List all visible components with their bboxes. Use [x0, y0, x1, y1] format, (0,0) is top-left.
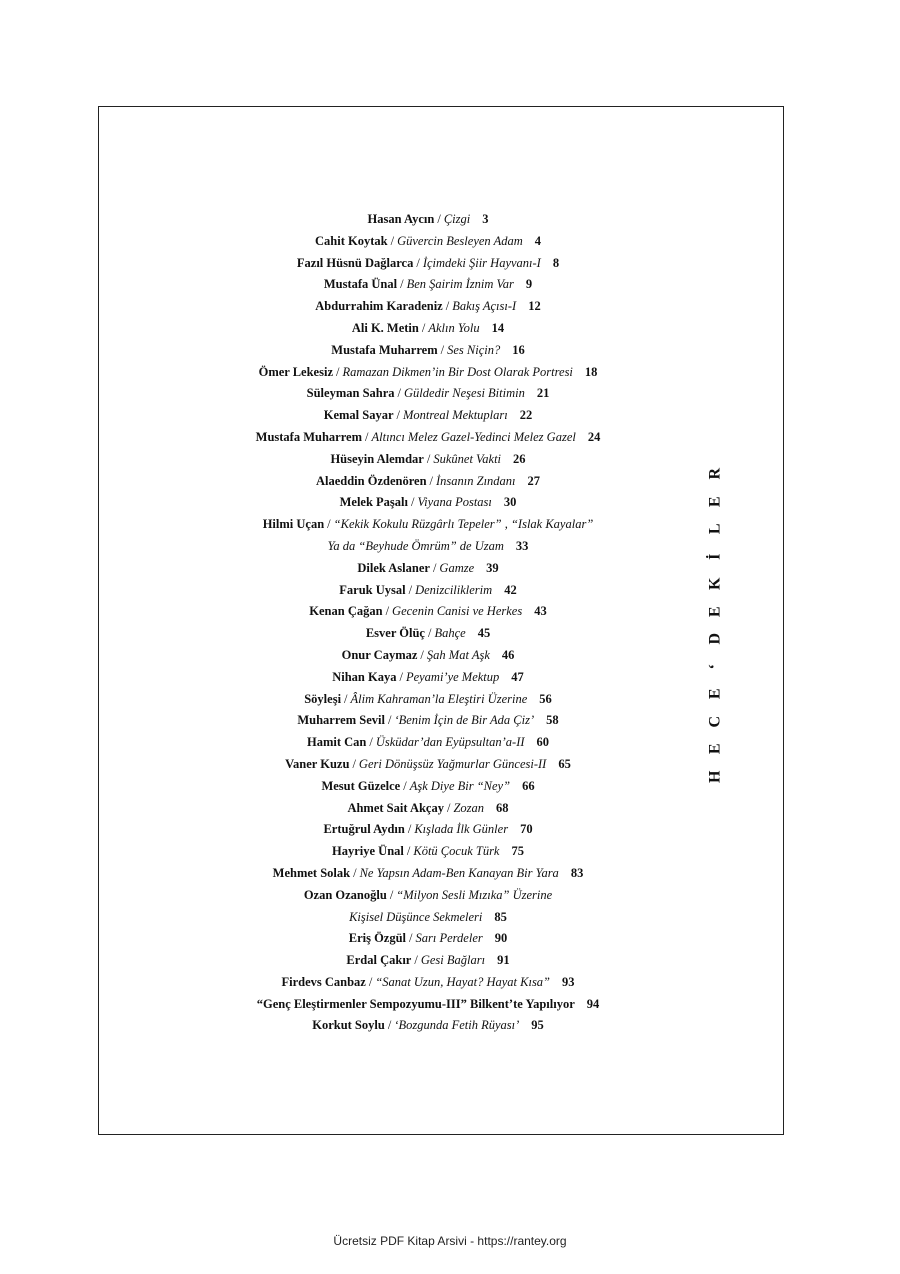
- toc-title: Bakış Açısı-I: [452, 299, 517, 314]
- section-title-letter: E: [706, 688, 724, 700]
- toc-title: Gamze: [439, 560, 475, 575]
- toc-page-number: 91: [497, 953, 510, 968]
- toc-author: Eriş Özgül: [348, 931, 407, 946]
- toc-author: Mehmet Solak: [272, 865, 351, 880]
- toc-separator: /: [399, 669, 403, 684]
- toc-author: Mesut Güzelce: [321, 778, 401, 793]
- toc-entry: [0, 819, 856, 841]
- toc-separator: /: [416, 255, 420, 270]
- toc-title: Bahçe: [434, 626, 466, 641]
- toc-separator: /: [365, 429, 369, 444]
- toc-author: Kenan Çağan: [309, 604, 383, 619]
- toc-entry: [0, 427, 856, 449]
- toc-page-number: 94: [586, 996, 600, 1011]
- section-title-letter: E: [706, 495, 724, 507]
- toc-author: Korkut Soylu: [312, 1018, 385, 1033]
- toc-author: Ozan Ozanoğlu: [303, 887, 387, 902]
- toc-separator: /: [396, 408, 401, 423]
- toc-separator: /: [437, 212, 441, 226]
- section-title-letter: L: [706, 523, 724, 535]
- toc-page-number: 46: [501, 647, 515, 662]
- toc-author: “Genç Eleştirmenler Sempozyumu-III” Bilkent’te Yapılıyor: [256, 996, 575, 1011]
- toc-author: Ahmet Sait Akçay: [347, 800, 444, 815]
- toc-title: İnsanın Zındanı: [436, 473, 516, 488]
- toc-author: Mustafa Muharrem: [255, 429, 362, 444]
- toc-title: İçimdeki Şiir Hayvanı-I: [422, 255, 541, 270]
- toc-separator: /: [344, 691, 348, 706]
- toc-separator: /: [389, 887, 394, 902]
- section-title-letter: E: [706, 605, 724, 617]
- toc-separator: /: [403, 778, 407, 793]
- footer-text: Ücretsiz PDF Kitap Arsivi - https://rantey.org: [333, 1234, 567, 1248]
- toc-author: Hasan Aycın: [367, 212, 435, 226]
- toc-author: Esver Ölüç: [365, 626, 425, 641]
- toc-entry: [0, 318, 856, 340]
- toc-entry: [0, 863, 856, 885]
- toc-entry: [0, 1015, 856, 1037]
- toc-entry: [0, 362, 856, 384]
- toc-page-number: 14: [491, 320, 505, 335]
- toc-entry: [0, 841, 856, 863]
- toc-entry: [0, 296, 856, 318]
- toc-title: “Kekik Kokulu Rüzgârlı Tepeler” , “Islak Kayalar”: [333, 517, 594, 532]
- toc-separator: /: [432, 560, 437, 575]
- toc-title: Geri Dönüşsüz Yağmurlar Güncesi-II: [358, 756, 547, 771]
- toc-separator: /: [369, 735, 373, 750]
- toc-entry: [0, 274, 856, 296]
- toc-page-number: 66: [522, 778, 535, 793]
- toc-entry: [0, 928, 856, 950]
- toc-separator: /: [385, 604, 390, 619]
- toc-title: Üsküdar’dan Eyüpsultan’a-II: [375, 735, 525, 750]
- toc-title: “Milyon Sesli Mızıka” Üzerine: [396, 887, 553, 902]
- toc-title: Gecenin Canisi ve Herkes: [392, 604, 523, 619]
- toc-entry: [0, 231, 856, 253]
- toc-author: Kemal Sayar: [323, 408, 394, 423]
- toc-page-number: 9: [525, 277, 533, 292]
- section-title-letter: ‘: [706, 663, 724, 669]
- toc-entry: [0, 972, 856, 994]
- toc-page-number: 95: [531, 1018, 544, 1033]
- section-title-letter: R: [706, 467, 724, 480]
- toc-separator: /: [397, 386, 402, 401]
- toc-entry: [0, 405, 856, 427]
- toc-author: Mustafa Ünal: [323, 277, 398, 292]
- toc-entry: [0, 950, 856, 972]
- toc-author: Erdal Çakır: [346, 953, 412, 968]
- toc-separator: /: [407, 822, 412, 837]
- toc-title: ‘Bozgunda Fetih Rüyası’: [394, 1018, 520, 1033]
- toc-page-number: 43: [534, 604, 547, 619]
- toc-title: Montreal Mektupları: [403, 408, 508, 423]
- toc-entry: [0, 907, 856, 929]
- toc-author: Ömer Lekesiz: [258, 364, 333, 379]
- toc-author: Söyleşi: [304, 691, 342, 706]
- toc-author: Firdevs Canbaz: [281, 974, 366, 989]
- toc-page-number: 47: [511, 669, 524, 684]
- toc-title: Aklın Yolu: [428, 320, 480, 335]
- toc-title: Aşk Diye Bir “Ney”: [409, 778, 511, 793]
- section-title-letter: H: [706, 770, 724, 783]
- toc-author: Cahit Koytak: [315, 233, 388, 248]
- toc-page-number: 85: [494, 909, 507, 924]
- toc-page-number: 18: [584, 364, 598, 379]
- toc-separator: /: [421, 320, 426, 335]
- toc-page-number: 65: [558, 756, 571, 771]
- toc-page-number: 68: [496, 800, 509, 815]
- toc-page-number: 39: [486, 560, 499, 575]
- toc-author: Nihan Kaya: [332, 669, 397, 684]
- toc-author: Hüseyin Alemdar: [330, 451, 424, 466]
- toc-page-number: 60: [536, 735, 550, 750]
- toc-title: Güvercin Besleyen Adam: [397, 233, 523, 248]
- section-title-letter: K: [706, 577, 724, 590]
- toc-page-number: 70: [520, 822, 533, 837]
- toc-title: Kötü Çocuk Türk: [413, 844, 500, 859]
- toc-author: Vaner Kuzu: [285, 756, 350, 771]
- toc-page-number: 90: [494, 931, 508, 946]
- toc-author: Ertuğrul Aydın: [323, 822, 405, 837]
- toc-author: Hayriye Ünal: [332, 844, 404, 859]
- toc-author: Hamit Can: [306, 735, 367, 750]
- toc-separator: /: [414, 953, 418, 968]
- toc-separator: /: [427, 626, 432, 641]
- toc-separator: /: [426, 451, 431, 466]
- toc-page-number: 16: [512, 342, 525, 357]
- toc-title: Ne Yapsın Adam-Ben Kanayan Bir Yara: [359, 865, 559, 880]
- toc-title: Ben Şairim İznim Var: [406, 277, 514, 292]
- toc-author: Süleyman Sahra: [306, 386, 395, 401]
- toc-page-number: 42: [504, 582, 517, 597]
- toc-title: Gesi Bağları: [420, 953, 486, 968]
- toc-author: Melek Paşalı: [339, 495, 408, 510]
- toc-page-number: 45: [477, 626, 491, 641]
- toc-page-number: 83: [570, 865, 584, 880]
- toc-entry: [0, 253, 856, 275]
- section-title-vertical: [703, 460, 727, 790]
- toc-separator: /: [387, 713, 392, 728]
- toc-title: ‘Benim İçin de Bir Ada Çiz’: [394, 713, 535, 728]
- toc-title: Peyami’ye Mektup: [405, 669, 500, 684]
- toc-author: Fazıl Hüsnü Dağlarca: [296, 255, 414, 270]
- toc-author: Ali K. Metin: [351, 320, 419, 335]
- toc-page-number: 24: [587, 429, 601, 444]
- section-title-letter: İ: [706, 553, 724, 560]
- toc-separator: /: [336, 364, 340, 379]
- toc-title: Ya da “Beyhude Ömrüm” de Uzam: [327, 538, 504, 553]
- toc-page-number: 21: [536, 386, 550, 401]
- toc-title: Ramazan Dikmen’in Bir Dost Olarak Portresi: [342, 364, 573, 379]
- toc-page-number: 75: [511, 844, 524, 859]
- toc-separator: /: [390, 233, 395, 248]
- toc-author: Onur Caymaz: [341, 647, 418, 662]
- toc-page-number: 4: [534, 233, 541, 248]
- toc-title: Çizgi: [443, 212, 471, 226]
- section-title-letter: C: [706, 715, 724, 728]
- toc-separator: /: [400, 277, 404, 292]
- toc-page-number: 33: [515, 538, 529, 553]
- toc-title: Sarı Perdeler: [415, 931, 483, 946]
- toc-separator: /: [387, 1018, 392, 1033]
- toc-separator: /: [368, 974, 373, 989]
- toc-title: Kışlada İlk Günler: [414, 822, 509, 837]
- toc-title: Denizciliklerim: [415, 582, 493, 597]
- toc-author: Faruk Uysal: [339, 582, 406, 597]
- toc-separator: /: [440, 342, 445, 357]
- toc-separator: /: [446, 800, 451, 815]
- toc-separator: /: [410, 495, 415, 510]
- toc-title: Güldedir Neşesi Bitimin: [404, 386, 525, 401]
- toc-entry: [0, 383, 856, 405]
- toc-title: Viyana Postası: [417, 495, 492, 510]
- toc-page-number: 58: [546, 713, 559, 728]
- toc-author: Mustafa Muharrem: [331, 342, 438, 357]
- toc-entry: [0, 340, 856, 362]
- toc-page-number: 56: [539, 691, 552, 706]
- toc-separator: /: [420, 647, 424, 662]
- toc-page-number: 12: [528, 299, 541, 314]
- toc-author: Muharrem Sevil: [297, 713, 385, 728]
- toc-page-number: 93: [562, 974, 575, 989]
- toc-title: Ses Niçin?: [447, 342, 501, 357]
- toc-separator: /: [327, 517, 331, 532]
- toc-page-number: 26: [513, 451, 526, 466]
- toc-page-number: 27: [527, 473, 541, 488]
- toc-author: Alaeddin Özdenören: [315, 473, 427, 488]
- toc-title: Zozan: [453, 800, 485, 815]
- toc-page-number: 22: [519, 408, 533, 423]
- toc-separator: /: [409, 931, 413, 946]
- toc-author: Dilek Aslaner: [357, 560, 430, 575]
- toc-author: Abdurrahim Karadeniz: [315, 299, 443, 314]
- toc-entry: [0, 885, 856, 907]
- toc-page-number: 3: [482, 212, 489, 226]
- section-title-letter: E: [706, 743, 724, 755]
- toc-title: Âlim Kahraman’la Eleştiri Üzerine: [350, 691, 528, 706]
- toc-title: Altıncı Melez Gazel-Yedinci Melez Gazel: [371, 429, 576, 444]
- toc-entry: [0, 209, 856, 231]
- toc-separator: /: [429, 473, 433, 488]
- toc-page-number: 30: [503, 495, 517, 510]
- toc-separator: /: [445, 299, 450, 314]
- toc-separator: /: [353, 865, 357, 880]
- toc-separator: /: [408, 582, 413, 597]
- toc-entry: [0, 994, 856, 1016]
- toc-title: Şah Mat Aşk: [426, 647, 490, 662]
- section-title-letter: D: [706, 632, 724, 645]
- toc-separator: /: [352, 756, 356, 771]
- toc-title: “Sanat Uzun, Hayat? Hayat Kısa”: [375, 974, 551, 989]
- toc-page-number: 8: [552, 255, 560, 270]
- toc-entry: [0, 798, 856, 820]
- toc-title: Kişisel Düşünce Sekmeleri: [349, 909, 483, 924]
- toc-author: Hilmi Uçan: [262, 517, 325, 532]
- toc-separator: /: [406, 844, 411, 859]
- toc-title: Sukûnet Vakti: [433, 451, 502, 466]
